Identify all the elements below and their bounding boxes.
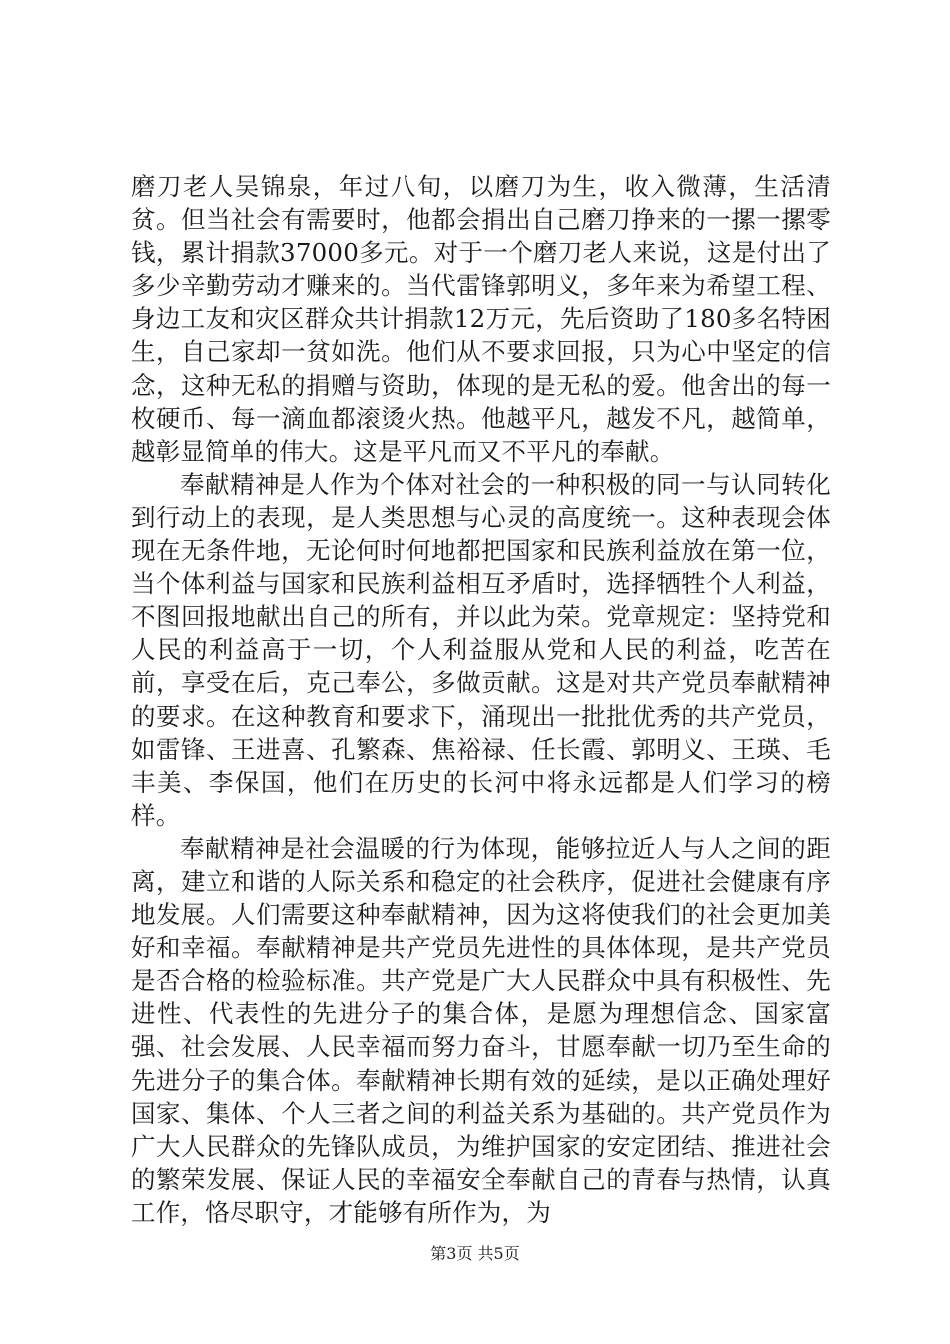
paragraph-2: 奉献精神是人作为个体对社会的一种积极的同一与认同转化到行动上的表现，是人类思想与心灵的高度统一。这种表现会体现在无条件地，无论何时何地都把国家和民族利益放在第一位，当个体利益与国家和民族利益相互矛盾时，选择牺牲个人利益，不图回报地献出自己的所有，并以此为荣。党章规定：坚持党和人民的利益高于一切，个人利益服从党和人民的利益，吃苦在前，享受在后，克己奉公，多做贡献。这是对共产党员奉献精神的要求。在这种教育和要求下，涌现出一批批优秀的共产党员，如雷锋、王进喜、孔繁森、焦裕禄、任长霞、郭明义、王瑛、毛丰美、李保国，他们在历史的长河中将永远都是人们学习的榜样。 — [131, 469, 831, 830]
paragraph-1: 磨刀老人吴锦泉，年过八旬，以磨刀为生，收入微薄，生活清贫。但当社会有需要时，他都会捐出自己磨刀挣来的一摞一摞零钱，累计捐款37000多元。对于一个磨刀老人来说，这是付出了多少辛勤劳动才赚来的。当代雷锋郭明义，多年来为希望工程、身边工友和灾区群众共计捐款12万元，先后资助了180多名特困生，自己家却一贫如洗。他们从不要求回报，只为心中坚定的信念，这种无私的捐赠与资助，体现的是无私的爱。他舍出的每一枚硬币、每一滴血都滚烫火热。他越平凡，越发不凡，越简单，越彰显简单的伟大。这是平凡而又不平凡的奉献。 — [131, 172, 831, 466]
paragraph-3: 奉献精神是社会温暖的行为体现，能够拉近人与人之间的距离，建立和谐的人际关系和稳定的社会秩序，促进社会健康有序地发展。人们需要这种奉献精神，因为这将使我们的社会更加美好和幸福。奉献精神是共产党员先进性的具体体现，是共产党员是否合格的检验标准。共产党是广大人民群众中具有积极性、先进性、代表性的先进分子的集合体，是愿为理想信念、国家富强、社会发展、人民幸福而努力奋斗，甘愿奉献一切乃至生命的先进分子的集合体。奉献精神长期有效的延续，是以正确处理好国家、集体、个人三者之间的利益关系为基础的。共产党员作为广大人民群众的先锋队成员，为维护国家的安定团结、推进社会的繁荣发展、保证人民的幸福安全奉献自己的青春与热情，认真工作，恪尽职守，才能够有所作为，为 — [131, 833, 831, 1227]
document-body — [131, 170, 831, 1229]
page-number-footer: 第3页 共5页 — [430, 1244, 520, 1263]
